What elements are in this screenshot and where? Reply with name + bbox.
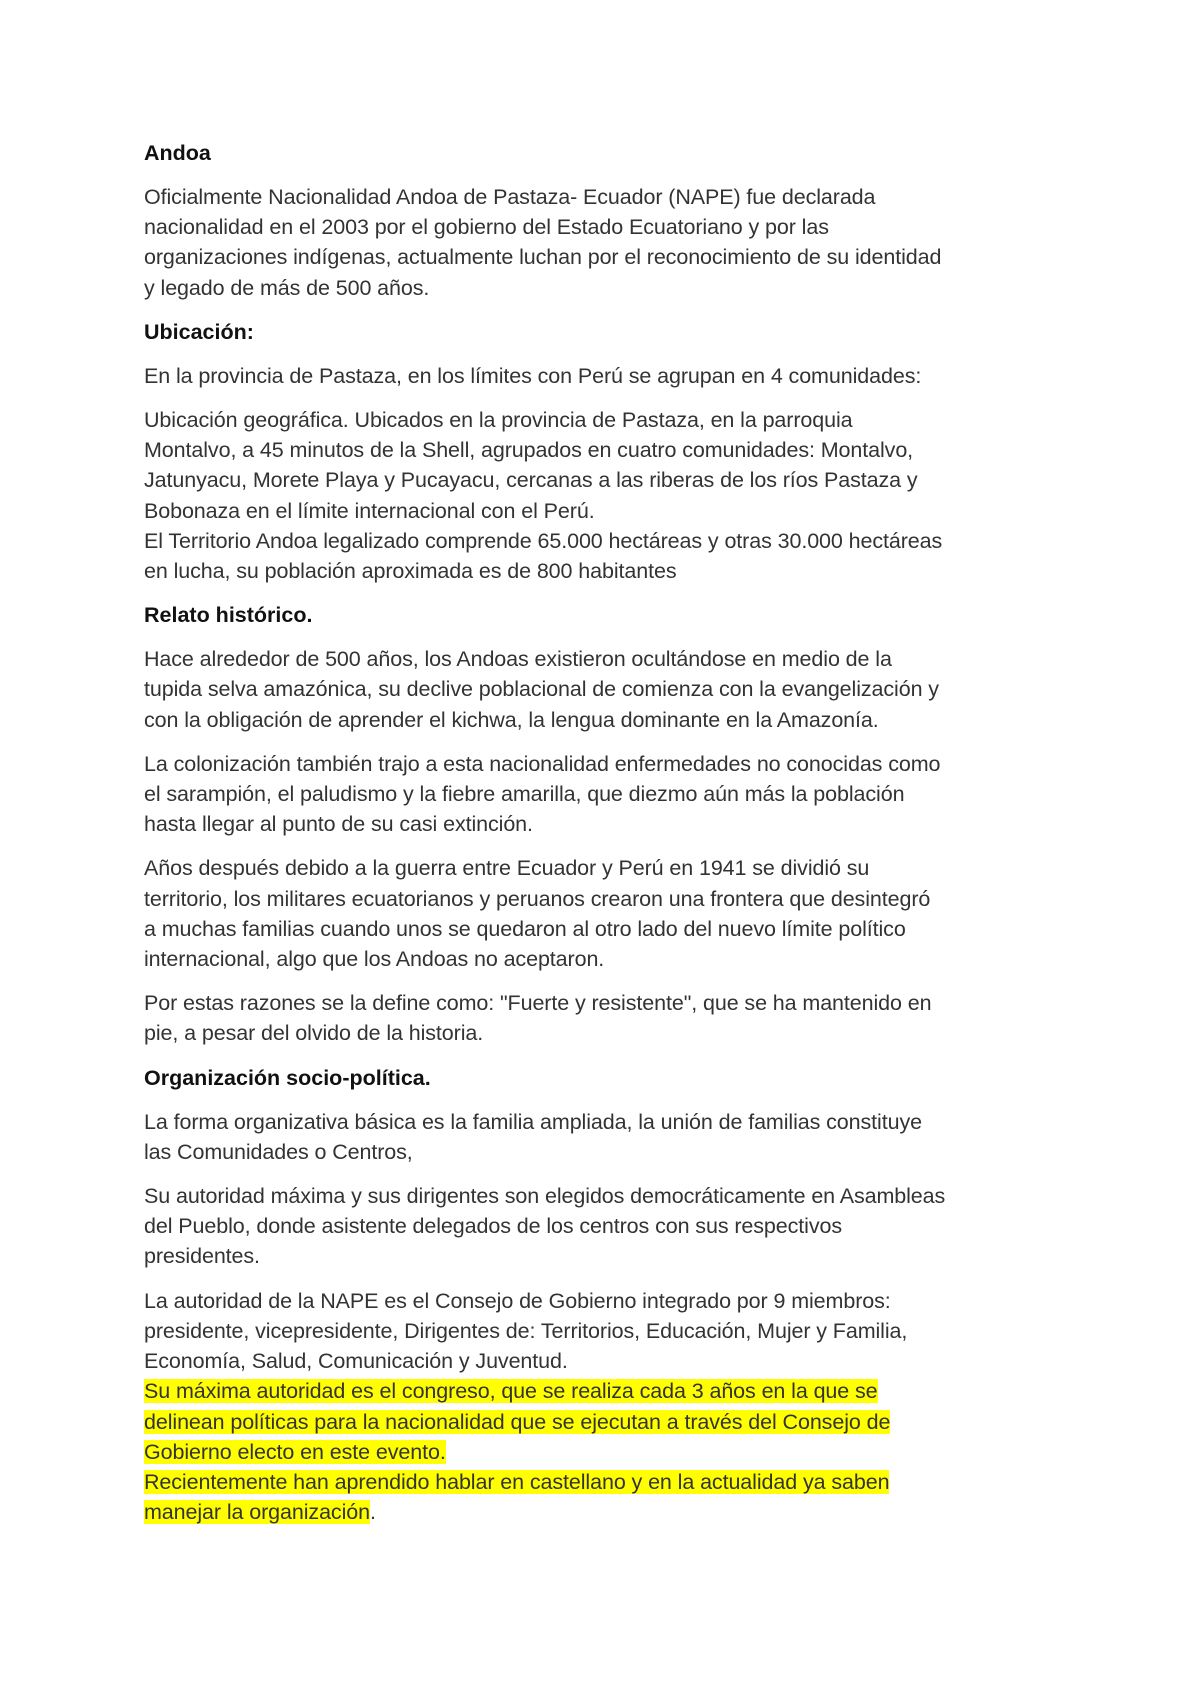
text-line: Bobonaza en el límite internacional con el Perú. xyxy=(144,498,595,523)
text-line: el sarampión, el paludismo y la fiebre amarilla, que diezmo aún más la población xyxy=(144,782,905,807)
text-line: Jatunyacu, Morete Playa y Pucayacu, cercanas a las riberas de los ríos Pastaza y xyxy=(144,468,918,493)
relato-paragraph-2 xyxy=(144,749,1074,840)
highlighted-text: Gobierno electo en este evento. xyxy=(144,1439,446,1464)
section-heading-relato: Relato histórico. xyxy=(144,603,313,628)
text-line: Por estas razones se la define como: "Fuerte y resistente", que se ha mantenido en xyxy=(144,991,932,1016)
text-line: La forma organizativa básica es la familia ampliada, la unión de familias constituye xyxy=(144,1109,922,1134)
organizacion-paragraph-2 xyxy=(144,1181,1074,1272)
relato-paragraph-4 xyxy=(144,988,1074,1048)
text-line: nacionalidad en el 2003 por el gobierno del Estado Ecuatoriano y por las xyxy=(144,215,829,240)
text-line: Años después debido a la guerra entre Ecuador y Perú en 1941 se dividió su xyxy=(144,856,870,881)
highlighted-line xyxy=(144,1467,1074,1497)
text-line: Ubicación geográfica. Ubicados en la provincia de Pastaza, en la parroquia xyxy=(144,408,853,433)
section-heading-organizacion: Organización socio-política. xyxy=(144,1065,431,1090)
text-line: a muchas familias cuando unos se quedaron al otro lado del nuevo límite político xyxy=(144,916,906,941)
highlighted-text: Su máxima autoridad es el congreso, que se realiza cada 3 años en la que se xyxy=(144,1379,878,1404)
intro-paragraph xyxy=(144,182,1074,303)
text-line: Su autoridad máxima y sus dirigentes son elegidos democráticamente en Asambleas xyxy=(144,1184,946,1209)
ubicacion-paragraph-2 xyxy=(144,405,1074,586)
text-line: con la obligación de aprender el kichwa, la lengua dominante en la Amazonía. xyxy=(144,707,879,732)
text-line: territorio, los militares ecuatorianos y peruanos crearon una frontera que desintegró xyxy=(144,886,931,911)
ubicacion-paragraph-1 xyxy=(144,361,1074,391)
relato-paragraph-3 xyxy=(144,853,1074,974)
text-line: organizaciones indígenas, actualmente luchan por el reconocimiento de su identidad xyxy=(144,245,942,270)
text-line: Oficialmente Nacionalidad Andoa de Pastaza- Ecuador (NAPE) fue declarada xyxy=(144,185,876,209)
relato-paragraph-1 xyxy=(144,644,1074,735)
final-period: . xyxy=(369,1500,376,1525)
highlighted-line xyxy=(144,1437,1074,1467)
text-line: Hace alrededor de 500 años, los Andoas existieron ocultándose en medio de la xyxy=(144,647,892,672)
document-title: Andoa xyxy=(144,141,211,165)
text-line: internacional, algo que los Andoas no aceptaron. xyxy=(144,947,605,972)
text-line: hasta llegar al punto de su casi extinción. xyxy=(144,812,533,837)
text-line: La autoridad de la NAPE es el Consejo de Gobierno integrado por 9 miembros: xyxy=(144,1288,891,1313)
text-line: del Pueblo, donde asistente delegados de los centros con sus respectivos xyxy=(144,1214,842,1239)
text-line: presidente, vicepresidente, Dirigentes de: Territorios, Educación, Mujer y Familia, xyxy=(144,1318,908,1343)
organizacion-paragraph-3 xyxy=(144,1286,1074,1528)
highlighted-line xyxy=(144,1407,1074,1437)
text-line: y legado de más de 500 años. xyxy=(144,275,430,300)
organizacion-paragraph-1 xyxy=(144,1107,1074,1167)
text-line: presidentes. xyxy=(144,1244,260,1269)
text-line: las Comunidades o Centros, xyxy=(144,1139,413,1164)
highlighted-line xyxy=(144,1497,1074,1527)
text-line: Economía, Salud, Comunicación y Juventud. xyxy=(144,1349,568,1374)
text-line: En la provincia de Pastaza, en los límites con Perú se agrupan en 4 comunidades: xyxy=(144,363,922,388)
highlighted-text: Recientemente han aprendido hablar en castellano y en la actualidad ya saben xyxy=(144,1469,890,1494)
text-line: en lucha, su población aproximada es de 800 habitantes xyxy=(144,559,677,584)
text-line: pie, a pesar del olvido de la historia. xyxy=(144,1021,484,1046)
text-line: tupida selva amazónica, su declive poblacional de comienza con la evangelización y xyxy=(144,677,939,702)
text-line: Montalvo, a 45 minutos de la Shell, agrupados en cuatro comunidades: Montalvo, xyxy=(144,438,914,463)
text-line: El Territorio Andoa legalizado comprende 65.000 hectáreas y otras 30.000 hectáreas xyxy=(144,528,943,553)
highlighted-line xyxy=(144,1376,1074,1406)
document-page xyxy=(144,138,1074,1527)
text-line: La colonización también trajo a esta nacionalidad enfermedades no conocidas como xyxy=(144,751,941,776)
highlighted-text: manejar la organización xyxy=(144,1500,370,1525)
section-heading-ubicacion: Ubicación: xyxy=(144,319,254,344)
highlighted-text: delinean políticas para la nacionalidad que se ejecutan a través del Consejo de xyxy=(144,1409,891,1434)
